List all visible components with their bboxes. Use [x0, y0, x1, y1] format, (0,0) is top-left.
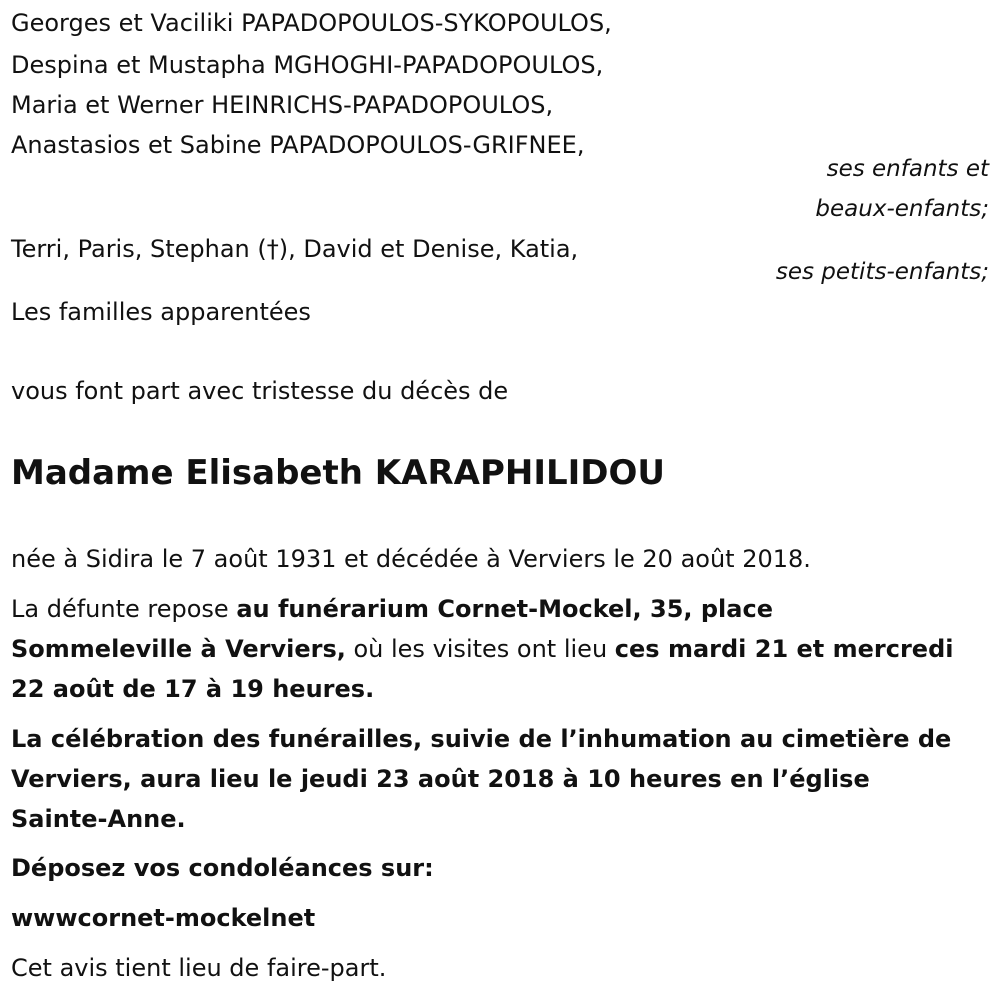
- visitation-line-3: 22 août de 17 à 19 heures.: [11, 675, 375, 703]
- visitation-line-2: [11, 634, 953, 664]
- visitation-text: où les visites ont lieu: [345, 635, 615, 663]
- family-child-line: Georges et Vaciliki PAPADOPOULOS-SYKOPOULOS,: [11, 9, 612, 37]
- condolences-label: Déposez vos condoléances sur:: [11, 854, 434, 882]
- visitation-location-cont: Sommeleville à Verviers,: [11, 635, 346, 663]
- grandchildren-line: Terri, Paris, Stephan (†), David et Denise, Katia,: [11, 235, 579, 263]
- family-child-line: Maria et Werner HEINRICHS-PAPADOPOULOS,: [11, 91, 554, 119]
- visitation-location: au funérarium Cornet-Mockel, 35, place: [236, 595, 773, 623]
- visitation-line-1: [11, 594, 773, 624]
- deceased-name: Madame Elisabeth KARAPHILIDOU: [11, 453, 666, 493]
- funeral-line: La célébration des funérailles, suivie de l’inhumation au cimetière de: [11, 725, 952, 753]
- funeral-line: Sainte-Anne.: [11, 805, 186, 833]
- grandchildren-role: ses petits-enfants;: [775, 259, 989, 285]
- funeral-line: Verviers, aura lieu le jeudi 23 août 2018 à 10 heures en l’église: [11, 765, 870, 793]
- family-child-line: Despina et Mustapha MGHOGHI-PAPADOPOULOS,: [11, 51, 604, 79]
- visitation-dates: ces mardi 21 et mercredi: [614, 635, 954, 663]
- announcement-line: vous font part avec tristesse du décès de: [11, 377, 509, 405]
- children-role-line-2: beaux-enfants;: [815, 196, 989, 222]
- birth-death-line: née à Sidira le 7 août 1931 et décédée à Verviers le 20 août 2018.: [11, 545, 811, 573]
- closing-line: Cet avis tient lieu de faire-part.: [11, 954, 387, 982]
- children-role-line-1: ses enfants et: [826, 156, 989, 182]
- condolences-website-link[interactable]: wwwcornet-mockelnet: [11, 904, 316, 932]
- relatives-line: Les familles apparentées: [11, 298, 311, 326]
- visitation-text: La défunte repose: [11, 595, 237, 623]
- family-child-line: Anastasios et Sabine PAPADOPOULOS-GRIFNEE,: [11, 131, 585, 159]
